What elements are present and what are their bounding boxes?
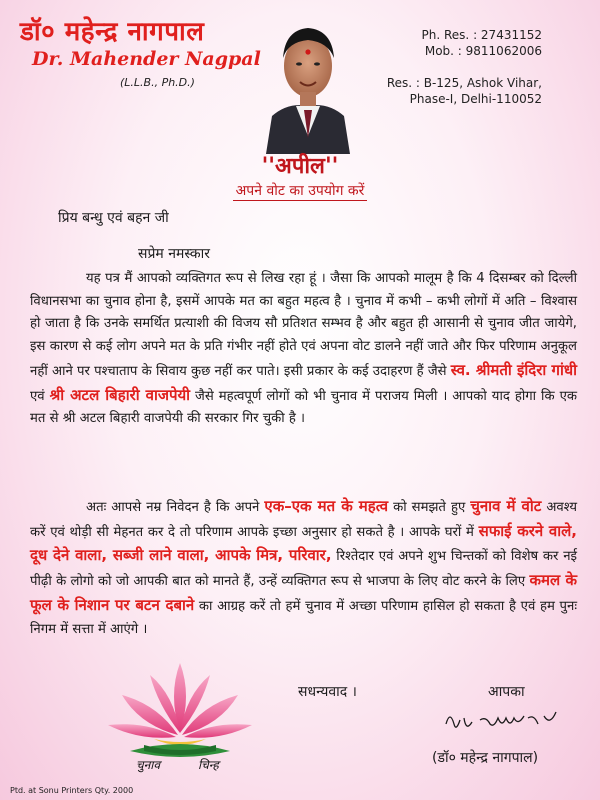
- highlighted-text: सफाई करने वाले, दूध देने वाला, सब्जी लाने वाला, आपके मित्र, परिवार,: [30, 521, 577, 565]
- paragraph-text: अतः आपसे नम्र निवेदन है कि अपने: [86, 500, 265, 515]
- appeal-subtitle-text: अपने वोट का उपयोग करें: [233, 183, 368, 201]
- printer-credit: Ptd. at Sonu Printers Qty. 2000: [10, 786, 134, 795]
- highlighted-text: श्री अटल बिहारी वाजपेयी: [49, 385, 191, 404]
- letter-paragraph-1: [30, 268, 577, 431]
- handwritten-signature: [440, 698, 560, 740]
- salutation: प्रिय बन्धु एवं बहन जी: [58, 210, 169, 226]
- appeal-subtitle: [0, 181, 600, 200]
- contact-phone-res: Ph. Res. : 27431152: [421, 28, 542, 42]
- thanks-text: सधन्यवाद ।: [298, 684, 357, 700]
- author-degrees: (L.L.B., Ph.D.): [120, 76, 195, 89]
- highlighted-text: एक–एक मत के महत्व: [264, 497, 389, 515]
- symbol-label-left: चुनाव: [136, 758, 161, 772]
- paragraph-text: जैसे महत्वपूर्ण लोगों को भी चुनाव में पराजय मिली । आपको याद होगा कि एक मत से श्री अटल बिहारी वाजपेयी की सरकार गिर चुकी है ।: [30, 388, 577, 427]
- paragraph-text: यह पत्र मैं आपको व्यक्तिगत रूप से लिख रहा हूं । जैसा कि आपको मालूम है कि 4 दिसम्बर को दिल्ली विधानसभा का चुनाव होना है, इसमें आपके मत का बहुत महत्व है । चुनाव में कभी – कभी लोगों में अति – विश्वास हो जाता है कि उनके समर्थित प्रत्याशी की विजय सौ प्रतिशत सम्भव है और बहुत ही आसानी से चुनाव जीत जायेगे, इस कारण से कई लोग अपने मत के प्रति गंभीर नहीं होते एवं अपना वोट डालने नहीं जाते और फिर परिणाम अनुकूल नहीं आने पर पश्चाताप के सिवाय कुछ नहीं कर पाते। इसी प्रकार के कई उदाहरण हैं जैसे: [30, 271, 577, 379]
- greeting: सप्रेम नमस्कार: [138, 246, 210, 262]
- contact-address-line2: Phase-I, Delhi-110052: [409, 92, 542, 106]
- letter-paragraph-2: [30, 495, 577, 641]
- closing-text: आपका: [488, 684, 525, 700]
- paragraph-text: एवं: [30, 388, 50, 404]
- highlighted-text: चुनाव में वोट: [470, 497, 542, 515]
- author-name-hindi: डॉ० महेन्द्र नागपाल: [20, 17, 205, 47]
- lotus-symbol: [100, 655, 260, 780]
- signature-name: (डॉ० महेन्द्र नागपाल): [432, 750, 539, 766]
- author-name-english: Dr. Mahender Nagpal: [32, 48, 261, 70]
- highlighted-text: स्व. श्रीमती इंदिरा गांधी: [450, 360, 577, 379]
- symbol-label-right: चिन्ह: [198, 758, 219, 772]
- contact-address-line1: Res. : B-125, Ashok Vihar,: [386, 76, 542, 90]
- contact-mobile: Mob. : 9811062006: [424, 44, 542, 58]
- portrait-photo: [258, 6, 358, 154]
- paragraph-text: रिश्तेदार एवं अपने शुभ चिन्तकों को विशेष कर नई पीढ़ी के लोगो को जो आपकी बात को मानते हैं, उन्हें व्यक्तिगत रूप से भाजपा के लिए वोट करने के लिए: [30, 549, 578, 590]
- paragraph-text: को समझते हुए: [388, 500, 471, 515]
- paragraph-text: का आग्रह करें तो हमें चुनाव में अच्छा परिणाम हासिल हो सकता है एवं हम पुनः निगम में सत्ता में आएंगे ।: [30, 598, 577, 637]
- paragraph-text: अवश्य करें एवं थोड़ी सी मेहनत कर दे तो परिणाम आपके इच्छा अनुसार हो सकते है । आपके घरों में: [30, 500, 577, 540]
- highlighted-text: कमल के फूल के निशान पर बटन दबाने: [30, 571, 577, 614]
- appeal-title: ''अपील'': [261, 154, 339, 179]
